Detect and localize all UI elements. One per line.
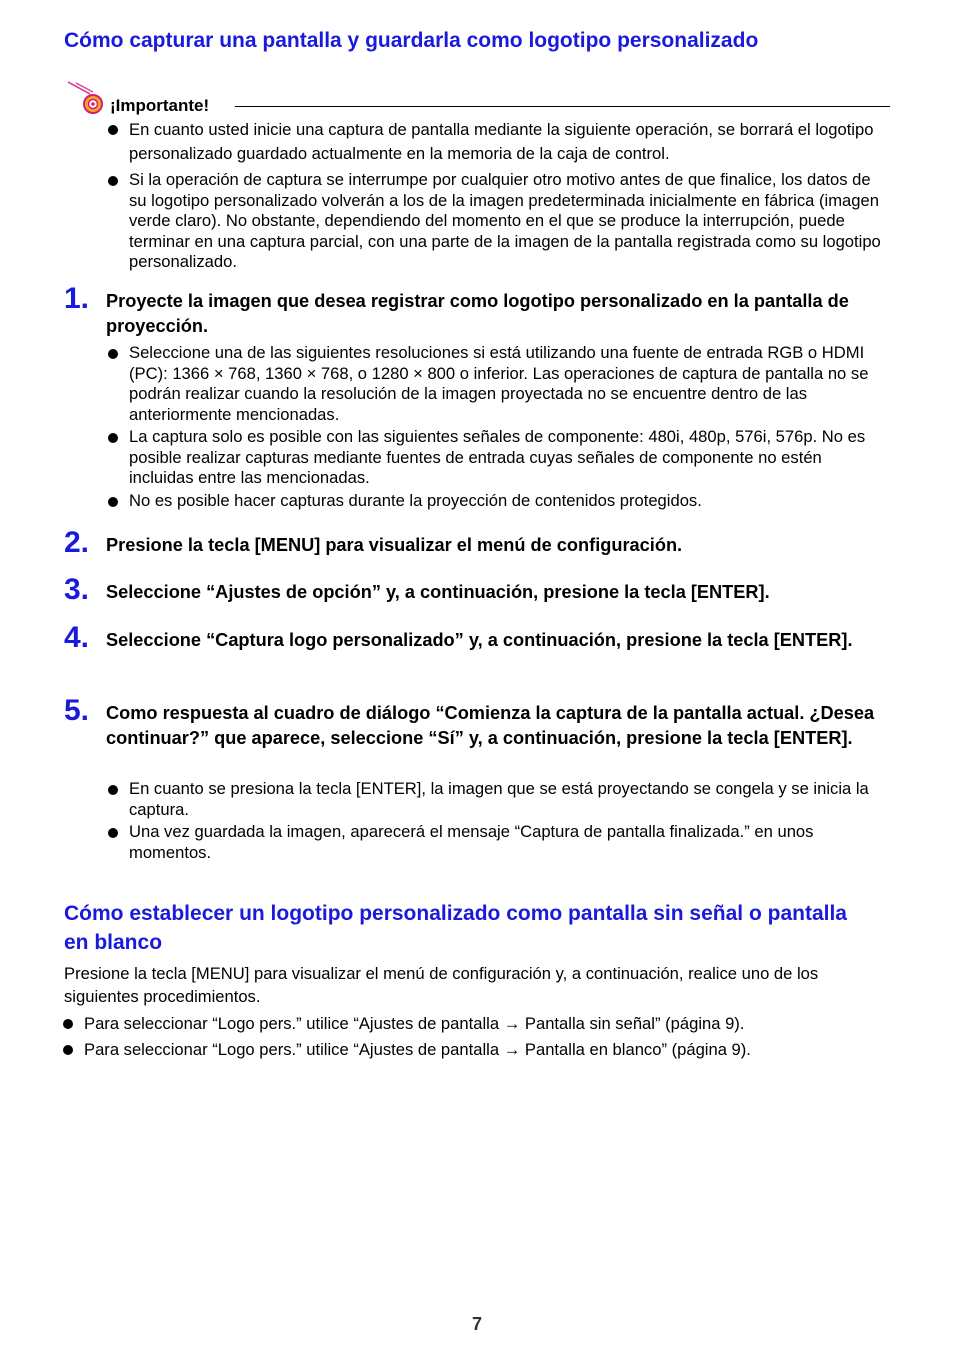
list-item: No es posible hacer capturas durante la proyección de contenidos protegidos. <box>105 491 889 512</box>
important-list <box>105 118 889 273</box>
list-item: Si la operación de captura se interrumpe por cualquier otro motivo antes de que finalice, los datos de su logotipo personalizado volverán a los de la imagen predeterminada inicialmente en fábrica (imagen verde claro). No obstante, dependiendo del momento en el que se produce la interrupción, puede terminar en una captura parcial, con una parte de la imagen de la pantalla registrada como su logotipo personalizado. <box>105 170 889 273</box>
bullet-icon <box>108 497 118 507</box>
step-2 <box>64 526 894 559</box>
bullet-icon <box>108 176 118 186</box>
step-text: Como respuesta al cuadro de diálogo “Comienza la captura de la pantalla actual. ¿Desea continuar?” que aparece, seleccione “Sí” y, a continuación, presione la tecla [ENTER]. <box>106 703 875 748</box>
list-item: Una vez guardada la imagen, aparecerá el mensaje “Captura de pantalla finalizada.” en unos momentos. <box>105 822 889 863</box>
step-text: Presione la tecla [MENU] para visualizar el menú de configuración. <box>106 535 683 555</box>
bullet-icon <box>108 785 118 795</box>
step-5 <box>64 694 894 751</box>
step-number: 2. <box>64 526 90 559</box>
bullet-icon <box>63 1045 73 1055</box>
bullet-icon <box>63 1019 73 1029</box>
list-item: La captura solo es posible con las siguientes señales de componente: 480i, 480p, 576i, 576p. No es posible realizar capturas mediante fuentes de entrada cuyas señales de componente no estén incluidas entre las mencionadas. <box>105 427 889 489</box>
section-intro: Presione la tecla [MENU] para visualizar el menú de configuración y, a continuación, realice uno de los siguientes procedimientos. <box>64 964 819 1006</box>
step-4 <box>64 621 894 654</box>
step-1-notes <box>105 343 889 511</box>
list-item: En cuanto se presiona la tecla [ENTER], la imagen que se está proyectando se congela y se inicia la captura. <box>105 779 889 820</box>
important-divider <box>235 106 890 107</box>
list-item: Para seleccionar “Logo pers.” utilice “Ajustes de pantalla → Pantalla en blanco” (página 9). <box>60 1037 900 1063</box>
step-3 <box>64 573 894 606</box>
step-number: 3. <box>64 573 90 606</box>
step-number: 5. <box>64 694 90 727</box>
important-label: ¡Importante! <box>110 96 210 115</box>
list-item: Para seleccionar “Logo pers.” utilice “Ajustes de pantalla → Pantalla sin señal” (página 9). <box>60 1011 900 1037</box>
step-text: Seleccione “Captura logo personalizado” y, a continuación, presione la tecla [ENTER]. <box>106 630 853 650</box>
step-text: Seleccione “Ajustes de opción” y, a continuación, presione la tecla [ENTER]. <box>106 582 770 602</box>
list-item: Seleccione una de las siguientes resoluciones si está utilizando una fuente de entrada RGB o HDMI (PC): 1366 × 768, 1360 × 768, o 1280 × 800 o inferior. Las operaciones de captura de pantalla no se podrán realizar cuando la resolución de la imagen proyectada no se encuentre dentro de las anteriormente mencionadas. <box>105 343 889 425</box>
step-number: 4. <box>64 621 90 654</box>
step-number: 1. <box>64 282 90 315</box>
bullet-icon <box>108 433 118 443</box>
important-header <box>66 80 890 116</box>
section-title-logo: Cómo establecer un logotipo personalizado como pantalla sin señal o pantalla en blanco <box>64 902 847 954</box>
page-number: 7 <box>471 1314 482 1334</box>
step-text: Proyecte la imagen que desea registrar como logotipo personalizado en la pantalla de proyección. <box>106 291 849 336</box>
step-1 <box>64 282 894 339</box>
important-icon <box>66 80 106 116</box>
list-item: En cuanto usted inicie una captura de pantalla mediante la siguiente operación, se borrará el logotipo personalizado guardado actualmente en la memoria de la caja de control. <box>105 118 889 166</box>
bullet-icon <box>108 125 118 135</box>
step-5-notes <box>105 779 889 863</box>
section-title-capture: Cómo capturar una pantalla y guardarla como logotipo personalizado <box>64 29 759 52</box>
bullet-icon <box>108 828 118 838</box>
bullet-icon <box>108 349 118 359</box>
procedure-list <box>60 1011 900 1063</box>
arrow-icon: → <box>503 1014 521 1033</box>
arrow-icon: → <box>503 1040 521 1059</box>
